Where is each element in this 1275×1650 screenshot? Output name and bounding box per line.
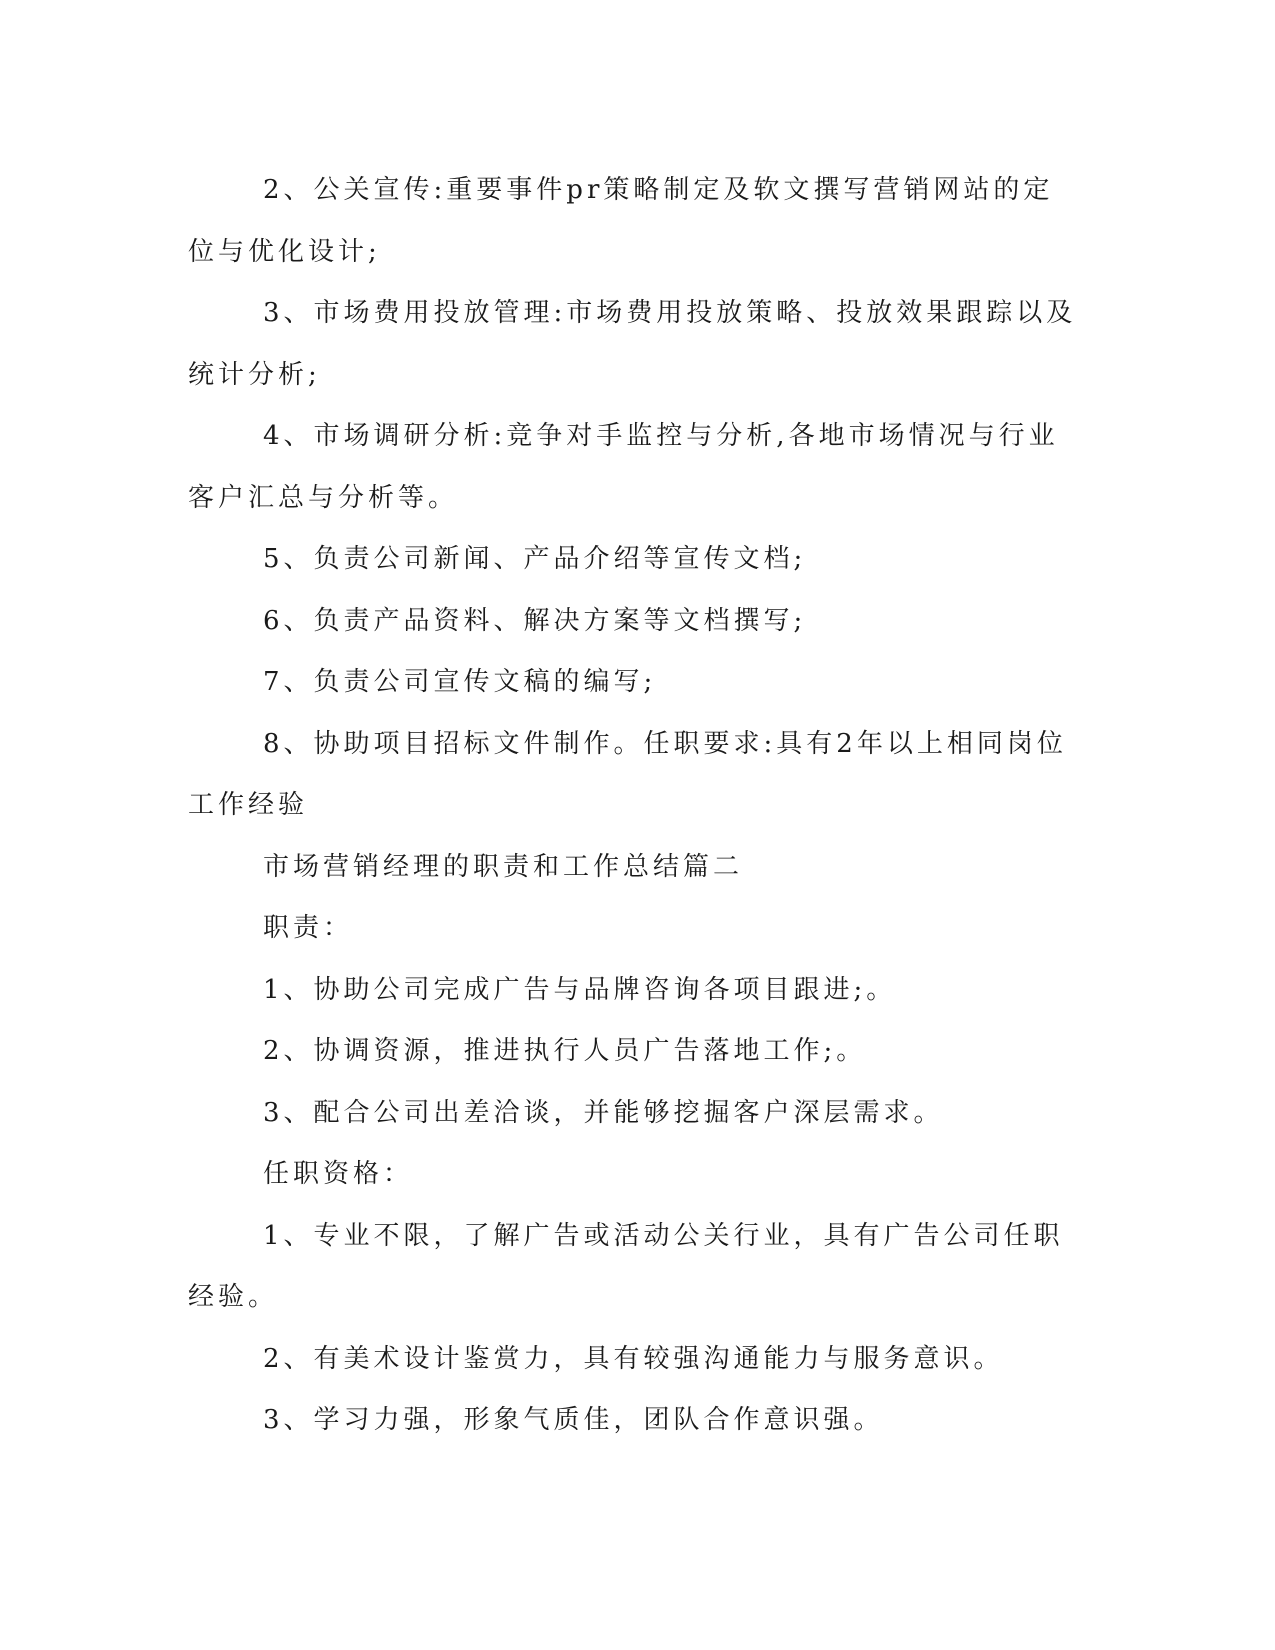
duties-heading: 职责：: [263, 913, 354, 943]
duty-item-1: 1、协助公司完成广告与品牌咨询各项目跟进;。: [263, 974, 897, 1005]
paragraph-publicity-writing: 7、负责公司宣传文稿的编写;: [263, 667, 657, 697]
paragraph-product-docs: 6、负责产品资料、解决方案等文档撰写;: [263, 605, 807, 636]
qualification-item-3: 3、学习力强，形象气质佳，团队合作意识强。: [263, 1405, 884, 1435]
paragraph-bidding-docs: 8、协助项目招标文件制作。任职要求:具有2年以上相同岗位工作经验: [188, 728, 1067, 820]
paragraph-market-research: 4、市场调研分析:竞争对手监控与分析,各地市场情况与行业客户汇总与分析等。: [188, 421, 1059, 513]
paragraph-pr-publicity: 2、公关宣传:重要事件pr策略制定及软文撰写营销网站的定位与优化设计;: [188, 175, 1054, 267]
qualification-item-2: 2、有美术设计鉴赏力，具有较强沟通能力与服务意识。: [263, 1343, 1004, 1374]
duty-item-2: 2、协调资源，推进执行人员广告落地工作;。: [263, 1036, 867, 1066]
document-body: [188, 160, 1078, 1452]
qualification-item-1: 1、专业不限，了解广告或活动公关行业，具有广告公司任职经验。: [188, 1220, 1064, 1312]
section-heading: 市场营销经理的职责和工作总结篇二: [263, 851, 744, 882]
paragraph-company-news: 5、负责公司新闻、产品介绍等宣传文档;: [263, 544, 807, 574]
qualifications-heading: 任职资格：: [263, 1159, 414, 1189]
duty-item-3: 3、配合公司出差洽谈，并能够挖掘客户深层需求。: [263, 1097, 944, 1128]
paragraph-marketing-expense: 3、市场费用投放管理:市场费用投放策略、投放效果跟踪以及统计分析;: [188, 298, 1077, 390]
